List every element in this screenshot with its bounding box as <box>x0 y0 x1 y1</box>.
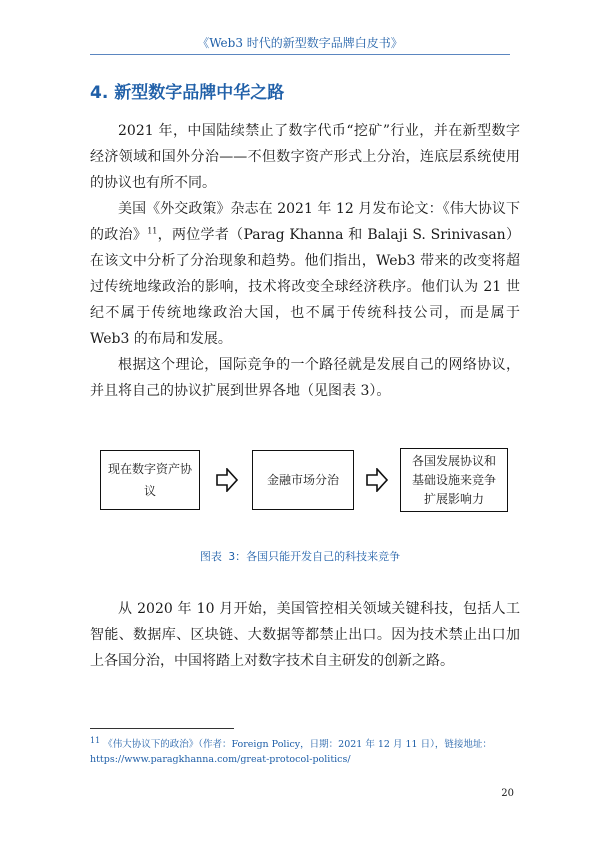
section-title: 4. 新型数字品牌中华之路 <box>90 83 285 103</box>
flow-box-2 <box>252 450 354 510</box>
running-header: 《Web3 时代的新型数字品牌白皮书》 <box>197 36 403 50</box>
paragraph-1: 2021 年，中国陆续禁止了数字代币“挖矿”行业，并在新型数字经济领域和国外分治——不但数字资产形式上分治，连底层系统使用的协议也有所不同。 <box>90 123 520 191</box>
paragraph-4: 从 2020 年 10 月开始，美国管控相关领域关键科技，包括人工智能、数据库、区块链、大数据等都禁止出口。因为技术禁止出口加上各国分治，中国将踏上对数字技术自主研发的创新之路。 <box>90 601 520 669</box>
paragraph-2-part-2: ，两位学者（Parag Khanna 和 Balaji S. Srinivasan）在该文中分析了分治现象和趋势。他们指出，Web3 带来的改变将超过传统地缘政治的影响，技术将改变全球经济秩序。他们认为 21 世纪不属于传统地缘政治大国，也不属于传统科技公司，而是属于 Web3 的布局和发展。 <box>90 227 520 347</box>
right-arrow-icon <box>216 468 238 492</box>
flowchart <box>90 440 520 520</box>
footnote-link[interactable]: https://www.paragkhanna.com/great-protocol-politics/ <box>90 754 351 765</box>
page-number: 20 <box>501 788 514 799</box>
right-arrow-icon <box>366 468 388 492</box>
paragraph-3: 根据这个理论，国际竞争的一个路径就是发展自己的网络协议，并且将自己的协议扩展到世界各地（见图表 3）。 <box>90 357 520 399</box>
flow-box-3-label: 各国发展协议和基础设施来竞争扩展影响力 <box>411 453 496 506</box>
figure-caption: 图表 3：各国只能开发自己的科技来竞争 <box>199 550 401 563</box>
footnote-text: 《伟大协议下的政治》（作者：Foreign Policy，日期：2021 年 12 月 11 日），链接地址： <box>103 739 492 750</box>
footnote-number: 11 <box>90 735 101 745</box>
body-block-top <box>90 118 520 404</box>
footnote-divider <box>90 728 234 729</box>
flow-box-1 <box>100 450 200 510</box>
flow-box-2-label: 金融市场分治 <box>266 473 339 487</box>
body-block-bottom <box>90 596 520 674</box>
flow-box-3 <box>400 448 508 512</box>
header-divider <box>90 54 510 55</box>
flow-box-1-label: 现在数字资产协议 <box>107 462 192 498</box>
paragraph-2 <box>90 196 520 352</box>
paragraph-2-part-1: 美国《外交政策》杂志在 2021 年 12 月发布论文：《伟大协议下的政治》 <box>90 201 520 243</box>
footnote <box>90 737 520 767</box>
footnote-ref[interactable]: 11 <box>147 226 158 236</box>
